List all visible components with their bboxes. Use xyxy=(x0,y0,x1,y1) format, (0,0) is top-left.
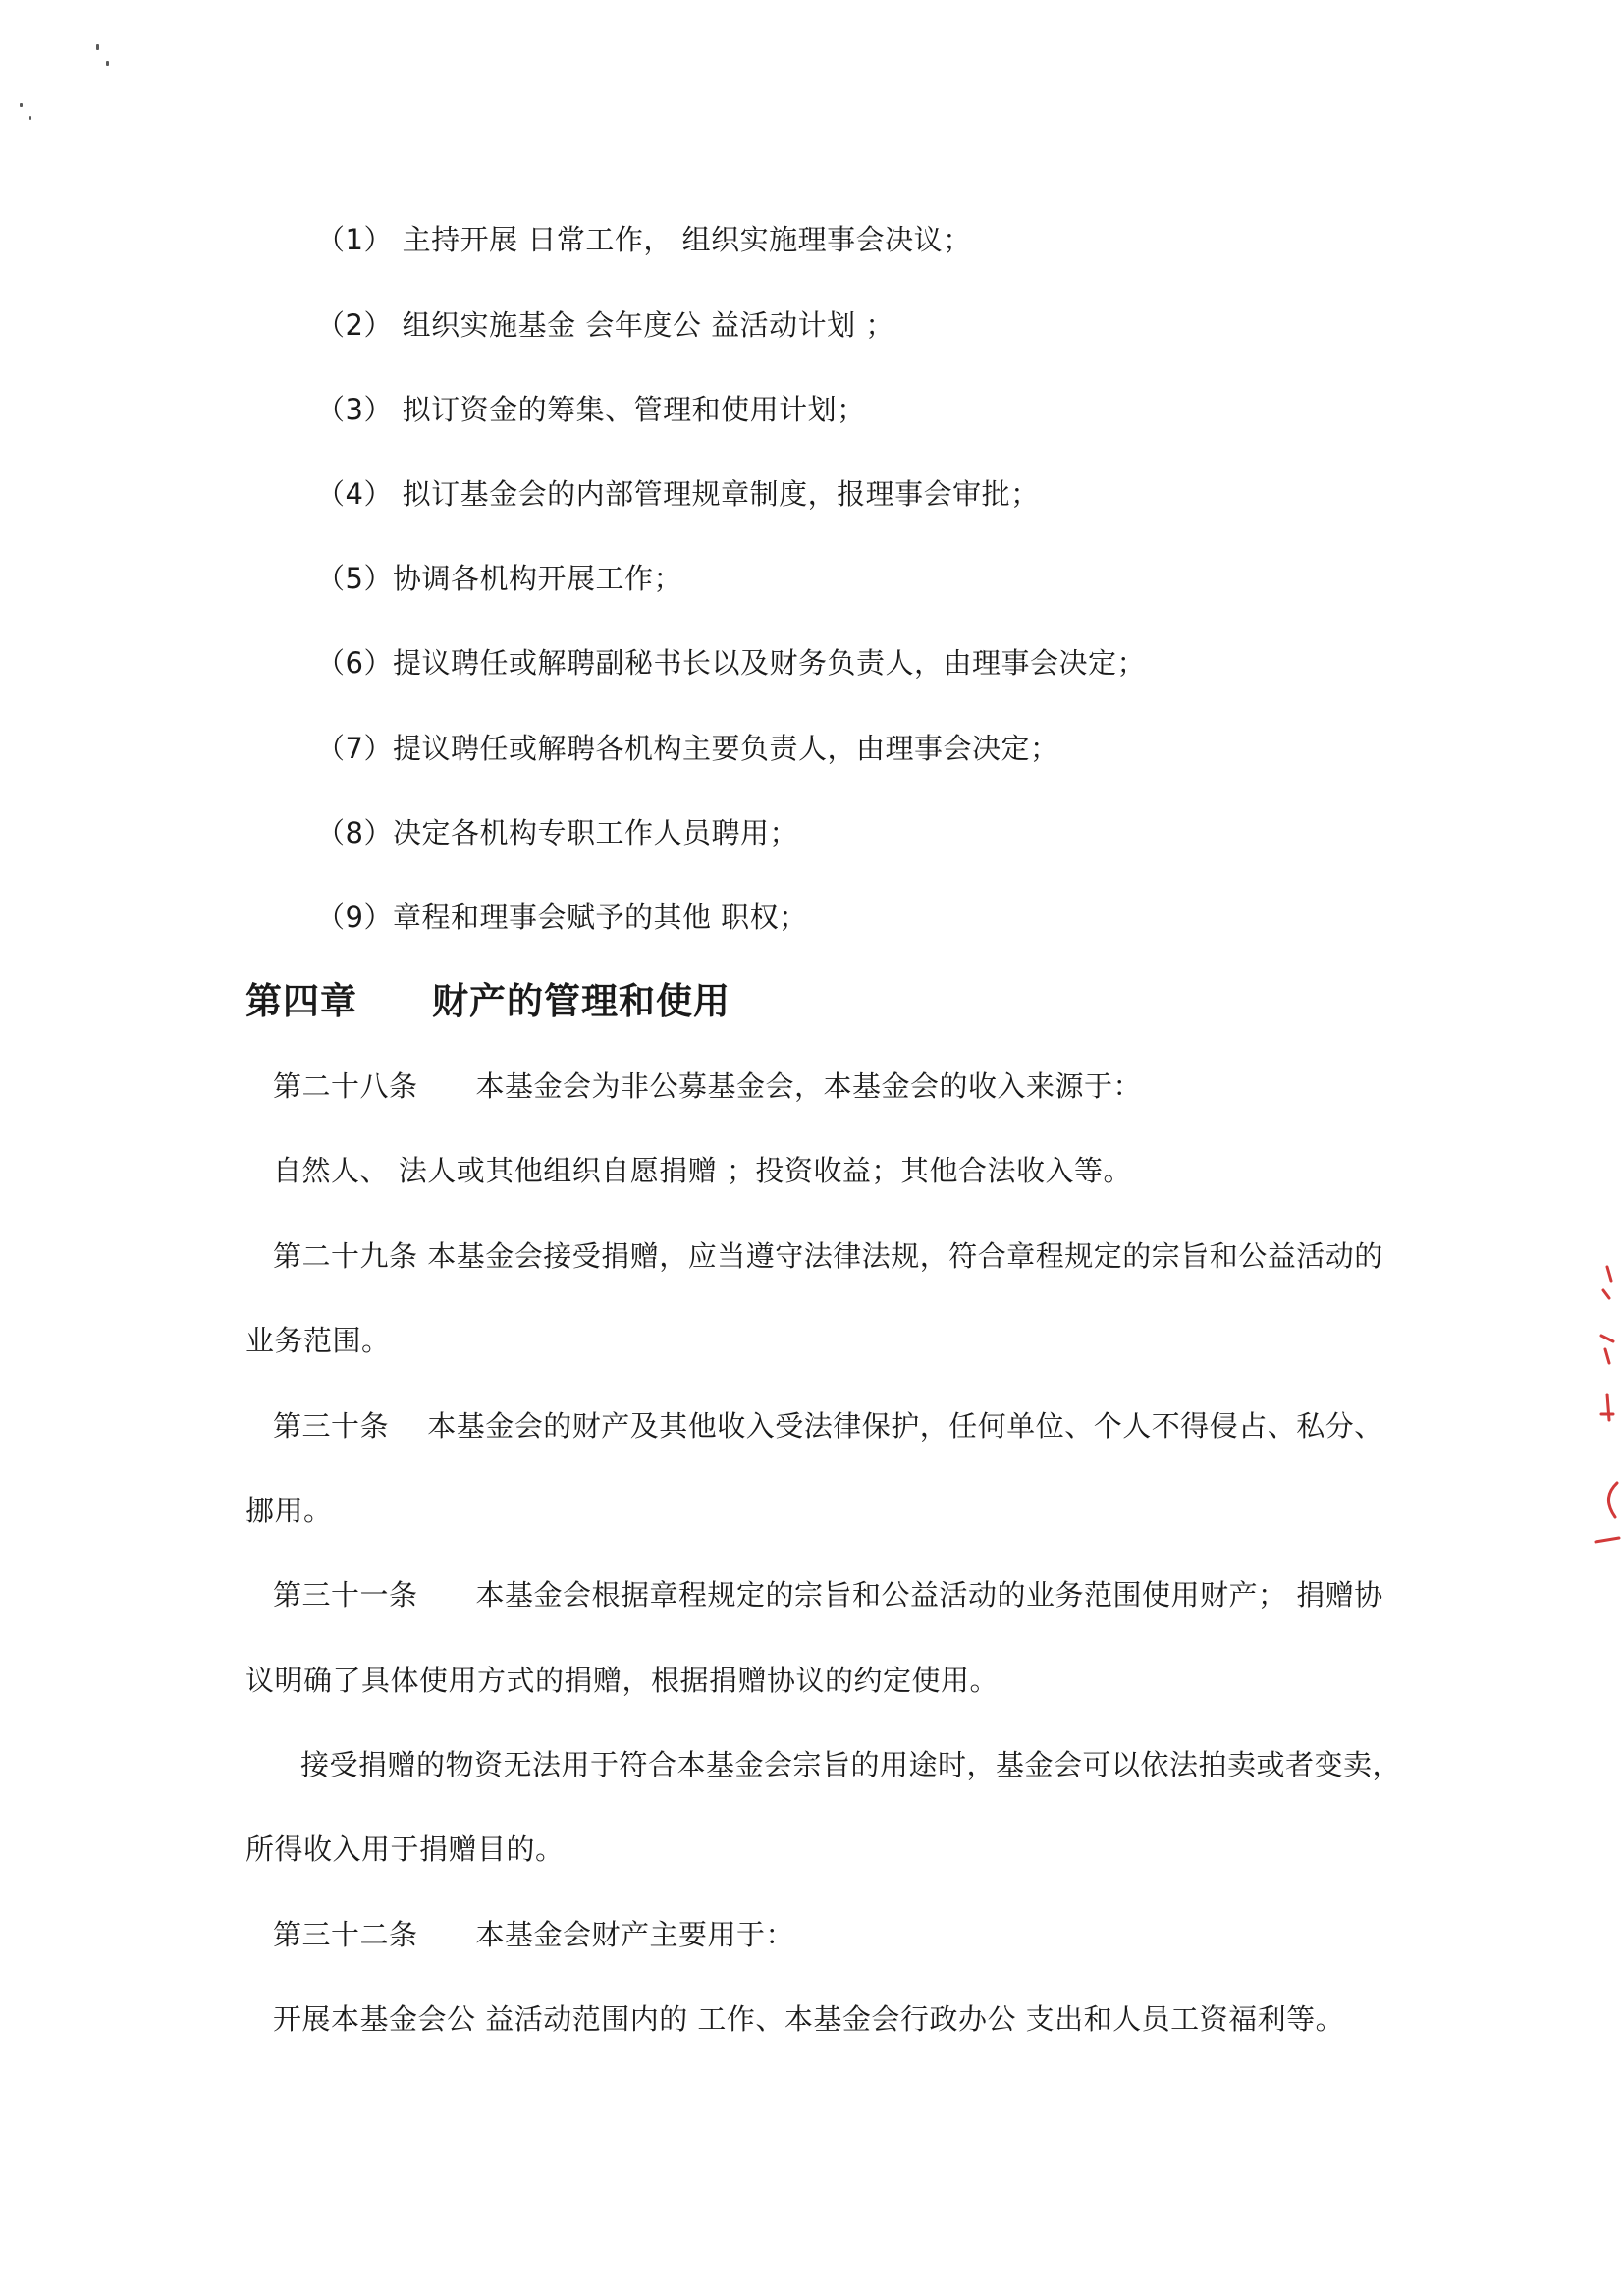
chapter-heading: 第四章 财产的管理和使用 xyxy=(245,980,730,1022)
list-item: （3） 拟订资金的筹集、管理和使用计划； xyxy=(316,393,866,426)
article-line: 所得收入用于捐赠目的。 xyxy=(245,1832,565,1866)
article-line: 第三十二条 本基金会财产主要用于： xyxy=(273,1918,795,1951)
list-item: （5）协调各机构开展工作； xyxy=(316,562,682,595)
article-line: 第二十九条 本基金会接受捐赠，应当遵守法律法规，符合章程规定的宗旨和公益活动的 xyxy=(273,1239,1383,1273)
list-item: （7）提议聘任或解聘各机构主要负责人，由理事会决定； xyxy=(316,732,1059,765)
list-item: （2） 组织实施基金 会年度公 益活动计划 ； xyxy=(316,308,894,342)
article-line: 第三十一条 本基金会根据章程规定的宗旨和公益活动的业务范围使用财产； 捐赠协 xyxy=(273,1578,1383,1612)
article-line: 接受捐赠的物资无法用于符合本基金会宗旨的用途时，基金会可以依法拍卖或者变卖， xyxy=(300,1748,1402,1781)
list-item: （1） 主持开展 日常工作， 组织实施理事会决议； xyxy=(316,223,972,256)
article-line: 业务范围。 xyxy=(245,1324,391,1357)
article-line: 开展本基金会公 益活动范围内的 工作、本基金会行政办公 支出和人员工资福利等。 xyxy=(273,2002,1345,2036)
article-line: 挪用。 xyxy=(245,1494,333,1527)
article-line: 议明确了具体使用方式的捐赠，根据捐赠协议的约定使用。 xyxy=(245,1664,1000,1697)
scan-speck xyxy=(29,116,31,120)
scan-speck xyxy=(106,61,109,66)
article-line: 第二十八条 本基金会为非公募基金会，本基金会的收入来源于： xyxy=(273,1069,1143,1103)
list-item: （9）章程和理事会赋予的其他 职权； xyxy=(316,901,808,934)
seal-stamp-fragment xyxy=(1588,1247,1623,1571)
article-line: 第三十条 本基金会的财产及其他收入受法律保护，任何单位、个人不得侵占、私分、 xyxy=(273,1409,1383,1443)
list-item: （6）提议聘任或解聘副秘书长以及财务负责人，由理事会决定； xyxy=(316,646,1146,680)
article-line: 自然人、 法人或其他组织自愿捐赠 ；投资收益；其他合法收入等。 xyxy=(273,1154,1132,1187)
scan-speck xyxy=(96,44,99,50)
scan-speck xyxy=(20,103,23,107)
list-item: （4） 拟订基金会的内部管理规章制度，报理事会审批； xyxy=(316,477,1040,511)
list-item: （8）决定各机构专职工作人员聘用； xyxy=(316,816,798,849)
